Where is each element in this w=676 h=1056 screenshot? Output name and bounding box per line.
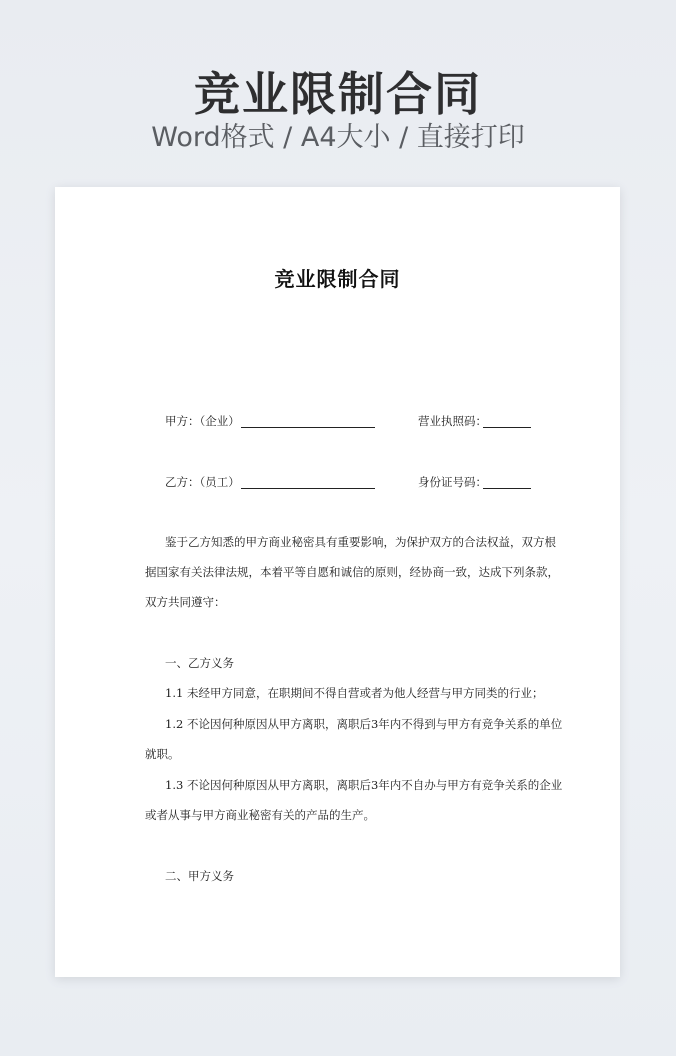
clause-line: 或者从事与甲方商业秘密有关的产品的生产。: [145, 808, 375, 822]
intro-line: 双方共同遵守：: [145, 595, 226, 609]
section-heading: 一、乙方义务: [165, 656, 234, 670]
license-number-blank: [483, 415, 531, 428]
clause-line: 就职。: [145, 747, 180, 761]
intro-line: 鉴于乙方知悉的甲方商业秘密具有重要影响，为保护双方的合法权益，双方根: [165, 535, 556, 549]
section-heading: 二、甲方义务: [165, 869, 234, 883]
id-number-blank: [483, 476, 531, 489]
license-number-label: 营业执照码：: [418, 414, 487, 428]
clause-line: 1.2 不论因何种原因从甲方离职，离职后3年内不得到与甲方有竞争关系的单位: [165, 717, 563, 731]
intro-line: 据国家有关法律法规，本着平等自愿和诚信的原则，经协商一致，达成下列条款，: [145, 565, 559, 579]
clause-line: 1.3 不论因何种原因从甲方离职，离职后3年内不自办与甲方有竞争关系的企业: [165, 778, 563, 792]
banner-subtitle: Word格式 / A4大小 / 直接打印: [151, 122, 525, 153]
document-page: [55, 187, 620, 977]
banner-title: 竞业限制合同: [194, 67, 482, 121]
party-a-blank: [241, 415, 375, 428]
party-a-label: 甲方：（企业）: [165, 414, 240, 428]
clause-line: 1.1 未经甲方同意，在职期间不得自营或者为他人经营与甲方同类的行业；: [165, 686, 544, 700]
party-b-label: 乙方：（员工）: [165, 475, 240, 489]
party-b-blank: [241, 476, 375, 489]
id-number-label: 身份证号码：: [418, 475, 487, 489]
document-title: 竞业限制合同: [274, 267, 401, 291]
